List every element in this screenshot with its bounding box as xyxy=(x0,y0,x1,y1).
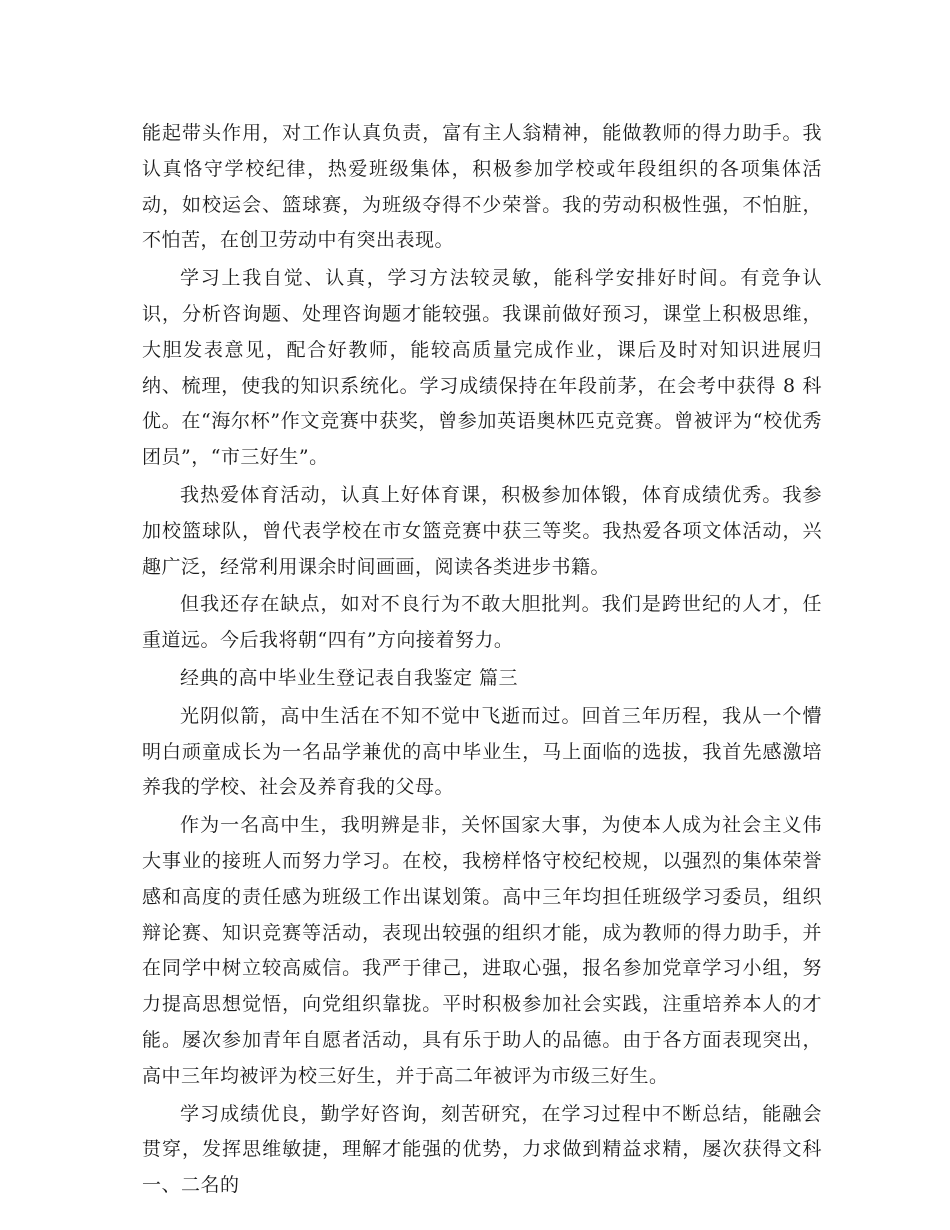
paragraph-5: 光阴似箭，高中生活在不知不觉中飞逝而过。回首三年历程，我从一个懵明白顽童成长为一名品学兼优的高中毕业生，马上面临的选拔，我首先感激培养我的学校、社会及养育我的父母。 xyxy=(142,704,822,799)
paragraph-2: 学习上我自觉、认真，学习方法较灵敏，能科学安排好时间。有竞争认识，分析咨询题、处理咨询题才能较强。我课前做好预习，课堂上积极思维，大胆发表意见，配合好教师，能较高质量完成作业，课后及时对知识进展归纳、梳理，使我的知识系统化。学习成绩保持在年段前茅，在会考中获得 8 科优。在“海尔杯”作文竞赛中获奖，曾参加英语奥林匹克竞赛。曾被评为“校优秀团员”，“市三好生”。 xyxy=(142,267,822,469)
paragraph-3: 我热爱体育活动，认真上好体育课，积极参加体锻，体育成绩优秀。我参加校篮球队，曾代表学校在市女篮竞赛中获三等奖。我热爱各项文体活动，兴趣广泛，经常利用课余时间画画，阅读各类进步书籍。 xyxy=(142,483,822,578)
paragraph-4: 但我还存在缺点，如对不良行为不敢大胆批判。我们是跨世纪的人才，任重道远。今后我将朝“四有”方向接着努力。 xyxy=(142,593,822,652)
paragraph-1: 能起带头作用，对工作认真负责，富有主人翁精神，能做教师的得力助手。我认真恪守学校纪律，热爱班级集体，积极参加学校或年段组织的各项集体活动，如校运会、篮球赛，为班级夺得不少荣誉。我的劳动积极性强，不怕脏，不怕苦，在创卫劳动中有突出表现。 xyxy=(142,122,822,252)
paragraph-6: 作为一名高中生，我明辨是非，关怀国家大事，为使本人成为社会主义伟大事业的接班人而努力学习。在校，我榜样恪守校纪校规，以强烈的集体荣誉感和高度的责任感为班级工作出谋划策。高中三年均担任班级学习委员，组织辩论赛、知识竞赛等活动，表现出较强的组织才能，成为教师的得力助手，并在同学中树立较高威信。我严于律己，进取心强，报名参加党章学习小组，努力提高思想觉悟，向党组织靠拢。平时积极参加社会实践，注重培养本人的才能。屡次参加青年自愿者活动，具有乐于助人的品德。由于各方面表现突出，高中三年均被评为校三好生，并于高二年被评为市级三好生。 xyxy=(142,814,822,1087)
paragraph-7: 学习成绩优良，勤学好咨询，刻苦研究，在学习过程中不断总结，能融会贯穿，发挥思维敏捷，理解才能强的优势，力求做到精益求精，屡次获得文科一、二名的 xyxy=(142,1102,822,1197)
section-heading: 经典的高中毕业生登记表自我鉴定 篇三 xyxy=(180,666,519,689)
document-body xyxy=(142,116,822,1206)
